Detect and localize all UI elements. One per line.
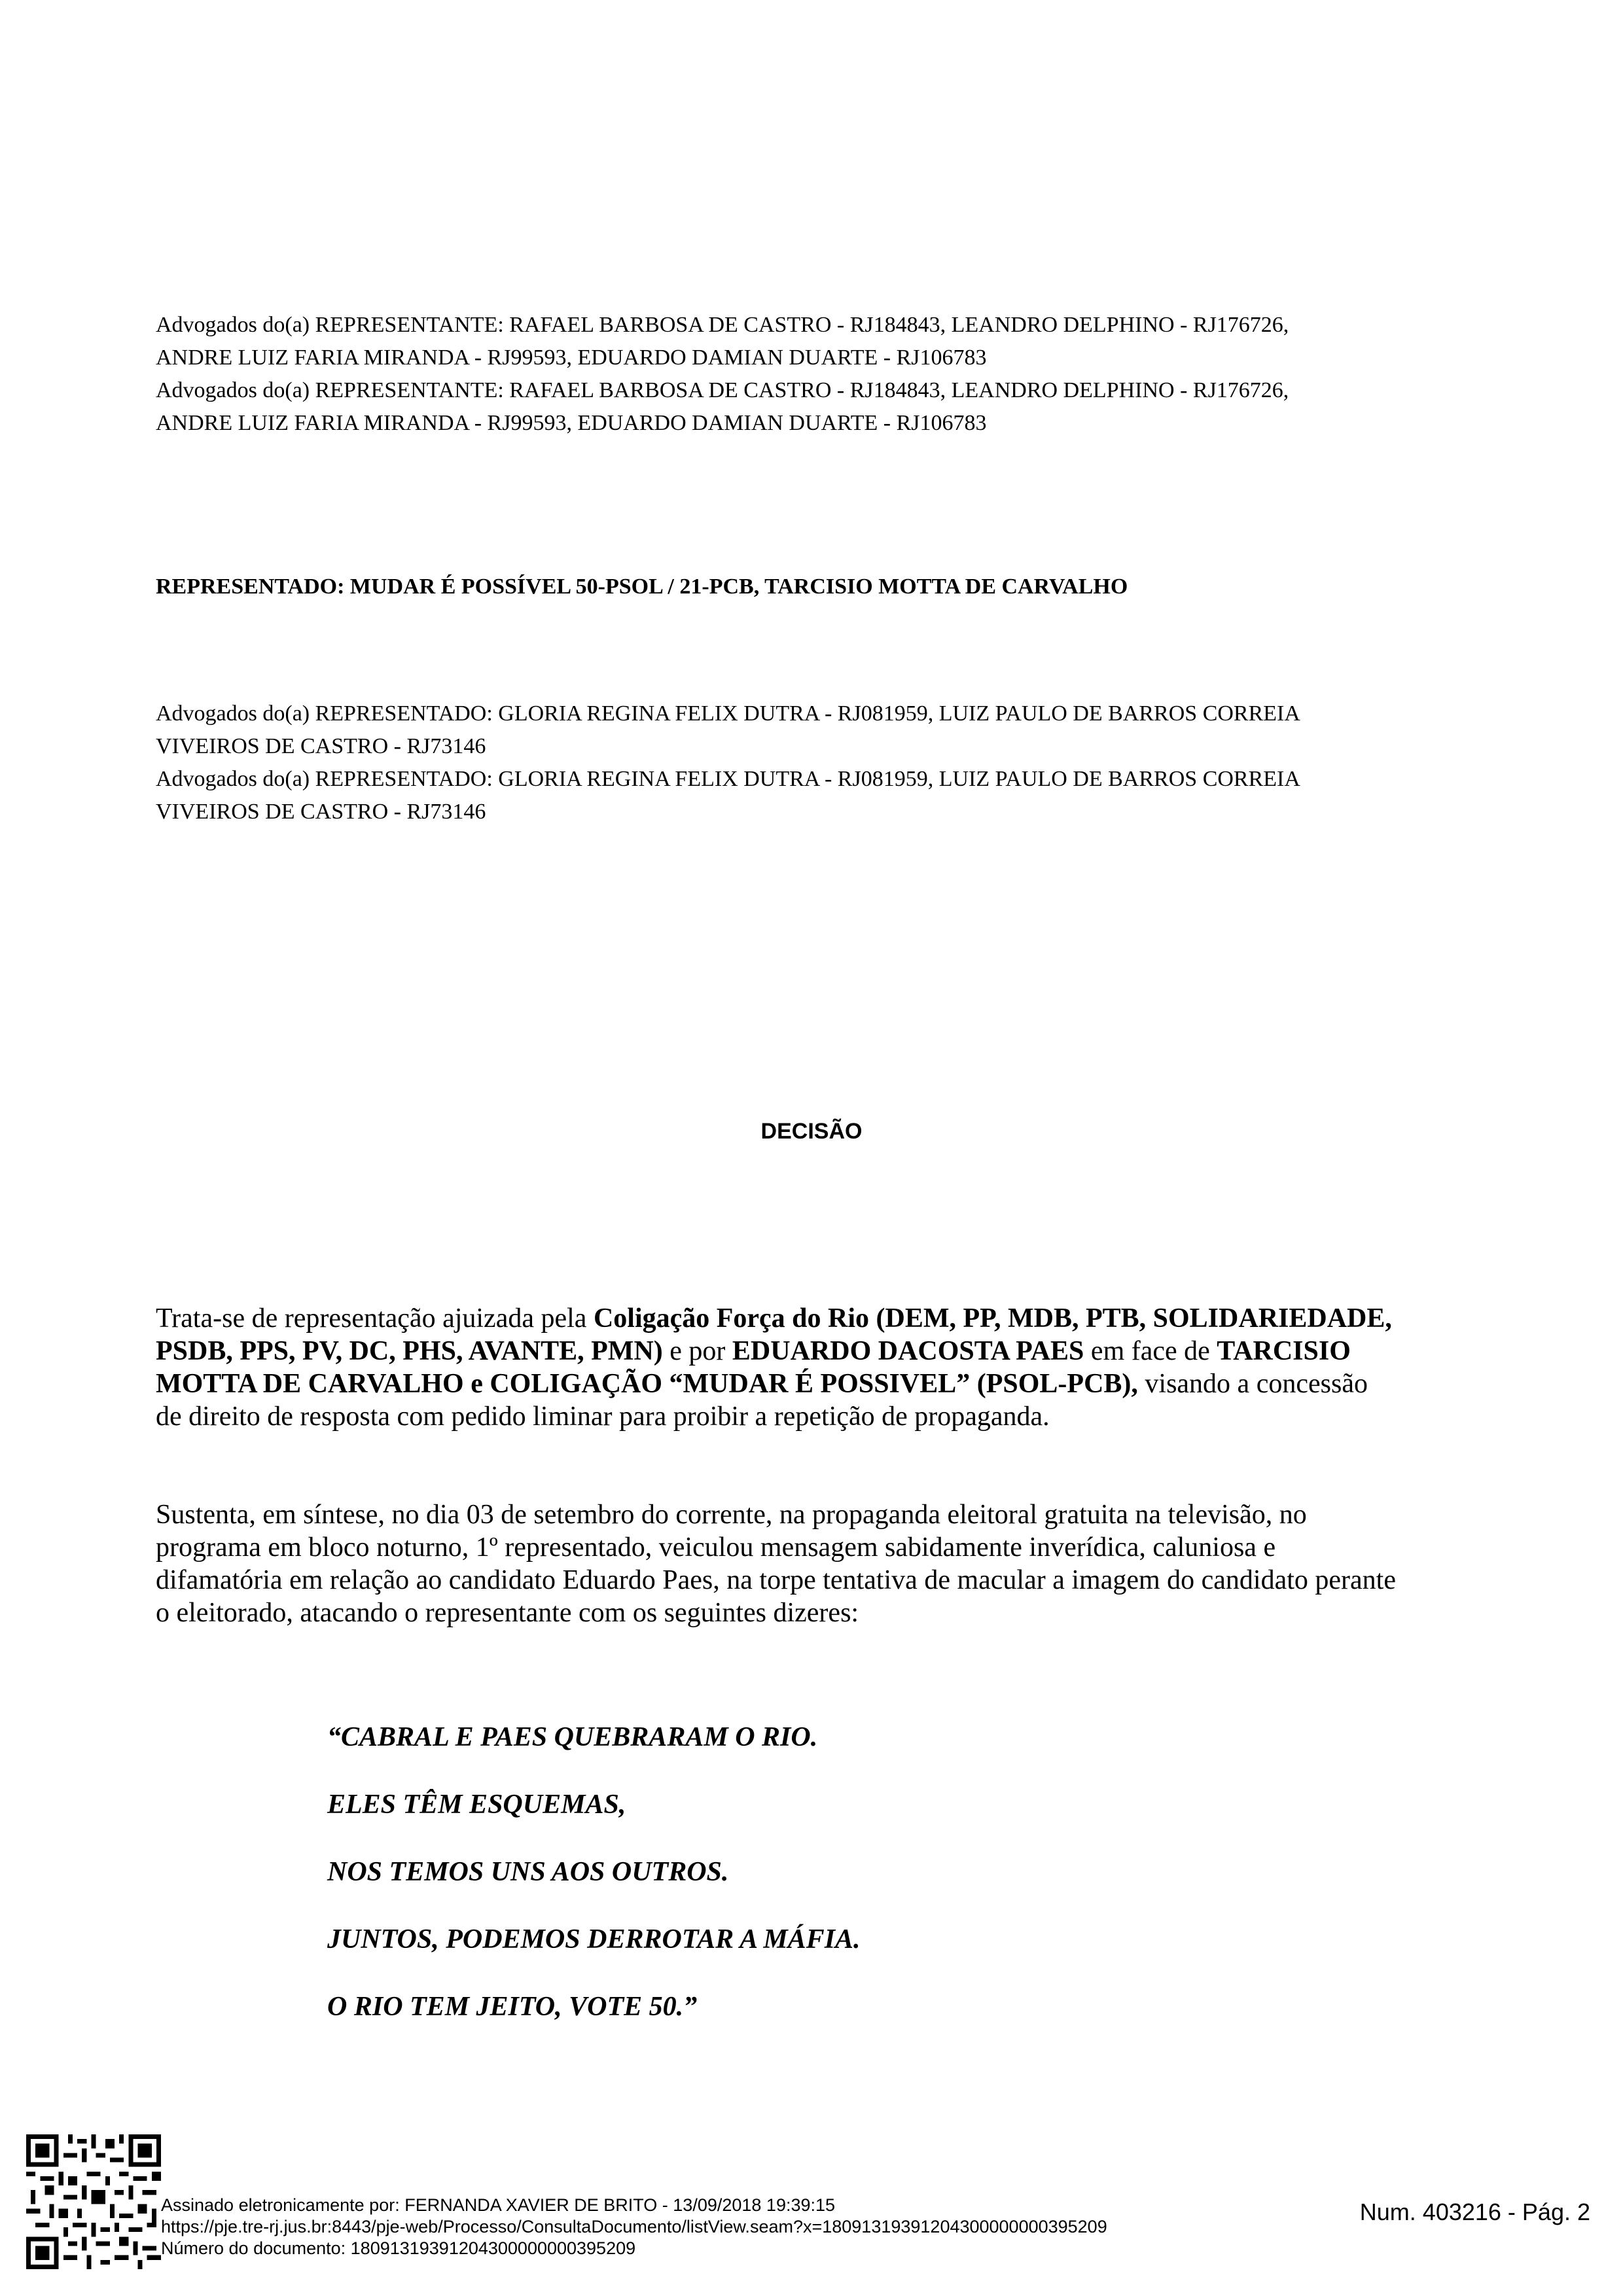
text-line: Advogados do(a) REPRESENTADO: GLORIA REGINA FELIX DUTRA - RJ081959, LUIZ PAULO DE BARROS CORREIA: [156, 767, 1300, 791]
text-line: Advogados do(a) REPRESENTANTE: RAFAEL BARBOSA DE CASTRO - RJ184843, LEANDRO DELPHINO - RJ176726,: [156, 378, 1289, 402]
document-url-link[interactable]: https://pje.tre-rj.jus.br:8443/pje-web/Processo/ConsultaDocumento/listView.seam?x=18091319391204300000000395209: [161, 2217, 1107, 2236]
paragraph-summary: Sustenta, em síntese, no dia 03 de setembro do corrente, na propaganda eleitoral gratuita na televisão, no programa em bloco noturno, 1º representado, veiculou mensagem sabidamente inverídica, caluniosa e difamatória em relação ao candidato Eduardo Paes, na torpe tentativa de macular a imagem do candidato perante o eleitorado, atacando o representante com os seguintes dizeres:: [156, 1500, 1396, 1628]
text-line: VIVEIROS DE CASTRO - RJ73146: [156, 734, 486, 758]
qr-code: [26, 2134, 161, 2269]
representado-heading: REPRESENTADO: MUDAR É POSSÍVEL 50-PSOL / 21-PCB, TARCISIO MOTTA DE CARVALHO: [156, 574, 1128, 599]
quote-line: ELES TÊM ESQUEMAS,: [327, 1790, 626, 1820]
representante-lawyers: [156, 309, 1452, 440]
text-line: ANDRE LUIZ FARIA MIRANDA - RJ99593, EDUARDO DAMIAN DUARTE - RJ106783: [156, 345, 987, 370]
signature-info: Assinado eletronicamente por: FERNANDA XAVIER DE BRITO - 13/09/2018 19:39:15: [161, 2195, 836, 2215]
quote-line: “CABRAL E PAES QUEBRARAM O RIO.: [327, 1722, 818, 1752]
text-line: ANDRE LUIZ FARIA MIRANDA - RJ99593, EDUARDO DAMIAN DUARTE - RJ106783: [156, 411, 987, 435]
quote-line: NOS TEMOS UNS AOS OUTROS.: [327, 1857, 729, 1887]
text-line: Advogados do(a) REPRESENTADO: GLORIA REGINA FELIX DUTRA - RJ081959, LUIZ PAULO DE BARROS CORREIA: [156, 701, 1300, 726]
paragraph-text: visando a concessão de direito de resposta com pedido liminar para proibir a repetição de propaganda.: [156, 1369, 1368, 1432]
text-line: Advogados do(a) REPRESENTANTE: RAFAEL BARBOSA DE CASTRO - RJ184843, LEANDRO DELPHINO - RJ176726,: [156, 313, 1289, 337]
document-number: Número do documento: 18091319391204300000000395209: [161, 2238, 636, 2258]
candidate-name: EDUARDO DACOSTA PAES: [732, 1336, 1084, 1366]
paragraph-text: em face de: [1084, 1336, 1217, 1366]
decision-title: DECISÃO: [760, 1119, 863, 1144]
coalition-name: Coligação Força do Rio (DEM, PP, MDB, PTB, SOLIDARIEDADE, PSDB, PPS, PV, DC, PHS, AVANTE, PMN): [156, 1303, 1392, 1366]
paragraph-intro: [156, 1302, 1399, 1433]
respondent-names: TARCISIO MOTTA DE CARVALHO e COLIGAÇÃO “MUDAR É POSSIVEL” (PSOL-PCB),: [156, 1336, 1351, 1399]
quote-line: O RIO TEM JEITO, VOTE 50.”: [327, 1992, 698, 2022]
representado-lawyers: [156, 698, 1452, 828]
paragraph-text: e por: [662, 1336, 732, 1366]
signature-footer: [161, 2195, 1107, 2259]
paragraph-text: Trata-se de representação ajuizada pela: [156, 1303, 594, 1333]
quote-line: JUNTOS, PODEMOS DERROTAR A MÁFIA.: [327, 1924, 861, 1954]
text-line: VIVEIROS DE CASTRO - RJ73146: [156, 800, 486, 824]
page-reference: Num. 403216 - Pág. 2: [1359, 2199, 1590, 2225]
